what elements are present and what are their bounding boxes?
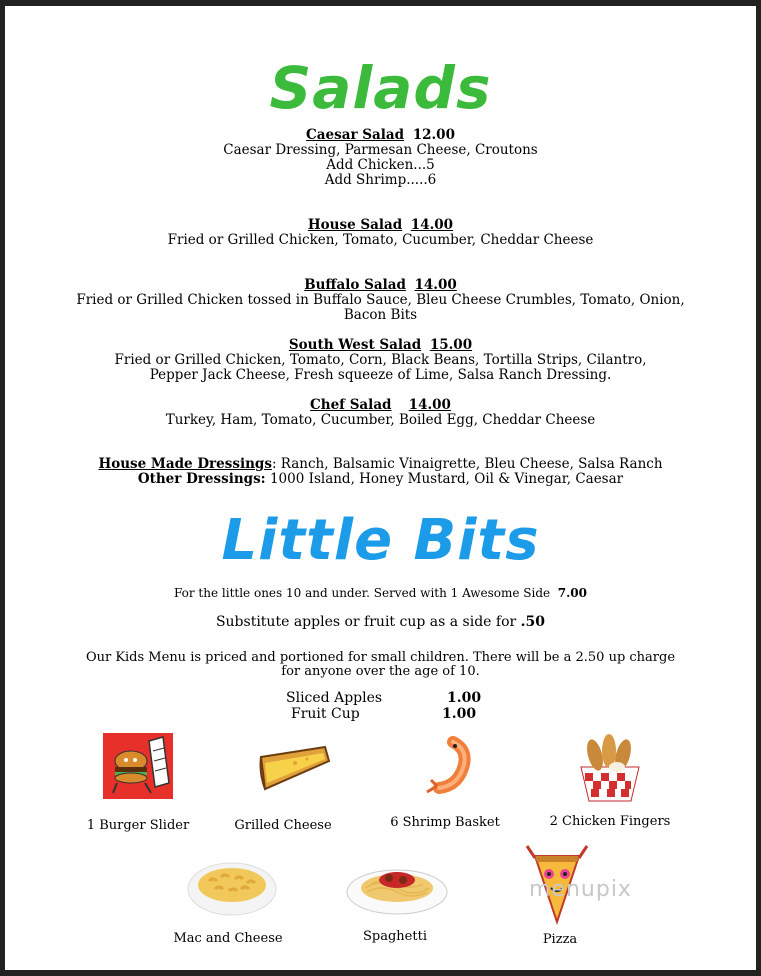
- item-desc: Fried or Grilled Chicken tossed in Buffalo Sauce, Bleu Cheese Crumbles, Tomato, Onion,: [76, 292, 685, 308]
- item-desc: Caesar Dressing, Parmesan Cheese, Croutons: [223, 142, 538, 158]
- kids-item-burger-slider: 1 Burger Slider: [86, 818, 190, 833]
- item-price: 14.00: [408, 397, 451, 413]
- notice-line: Our Kids Menu is priced and portioned for small children. There will be a 2.50 up charge: [85, 650, 676, 665]
- item-price: 14.00: [410, 217, 454, 233]
- chicken-fingers-icon: [577, 733, 643, 803]
- other-dressings-list: 1000 Island, Honey Mustard, Oil & Vinegar, Caesar: [265, 471, 624, 487]
- kids-item-pizza: Pizza: [542, 932, 578, 947]
- menu-item-caesar-salad: [5, 128, 756, 188]
- item-desc: Pepper Jack Cheese, Fresh squeeze of Lime, Salsa Ranch Dressing.: [149, 367, 612, 383]
- house-dressings-label: House Made Dressings: [98, 456, 272, 472]
- salads-title: Salads: [269, 54, 492, 122]
- side-price: 1.00: [442, 706, 477, 722]
- side-sliced-apples: [286, 690, 382, 706]
- item-price: 12.00: [412, 127, 455, 143]
- other-dressings-label: Other Dressings:: [137, 471, 266, 487]
- dressings: [5, 457, 756, 487]
- watermark: menupix: [529, 877, 632, 902]
- substitute-text: Substitute apples or fruit cup as a side for: [215, 614, 517, 630]
- kids-item-spaghetti: Spaghetti: [363, 929, 427, 944]
- item-desc: Turkey, Ham, Tomato, Cucumber, Boiled Egg, Cheddar Cheese: [165, 412, 596, 428]
- menu-item-house-salad: [5, 218, 756, 248]
- burger-slider-icon: [103, 733, 173, 799]
- menu-item-chef-salad: [5, 398, 756, 428]
- kids-item-grilled-cheese: Grilled Cheese: [234, 818, 332, 833]
- item-name: South West Salad: [288, 337, 422, 353]
- grilled-cheese-icon: [255, 743, 335, 795]
- kids-item-mac-and-cheese: Mac and Cheese: [173, 931, 283, 946]
- menu-item-buffalo-salad: [5, 278, 756, 323]
- item-desc: Bacon Bits: [343, 307, 418, 323]
- item-desc: Fried or Grilled Chicken, Tomato, Corn, Black Beans, Tortilla Strips, Cilantro,: [114, 352, 647, 368]
- kids-item-chicken-fingers: 2 Chicken Fingers: [549, 814, 671, 829]
- shrimp-icon: [423, 736, 473, 794]
- item-name: Buffalo Salad: [304, 277, 406, 293]
- spaghetti-icon: [345, 858, 449, 916]
- item-name: Chef Salad: [310, 397, 392, 413]
- mac-and-cheese-icon: [185, 849, 279, 919]
- menu-page: [5, 6, 756, 970]
- side-name: Fruit Cup: [291, 706, 360, 722]
- kids-intro-text: For the little ones 10 and under. Served with 1 Awesome Side: [173, 586, 551, 600]
- item-price: 15.00: [429, 337, 473, 353]
- item-addon: Add Chicken...5: [326, 157, 435, 173]
- side-price: 1.00: [447, 690, 482, 706]
- house-dressings-list: : Ranch, Balsamic Vinaigrette, Bleu Cheese, Salsa Ranch: [271, 456, 663, 472]
- substitute-price: .50: [520, 614, 546, 630]
- item-desc: Fried or Grilled Chicken, Tomato, Cucumber, Cheddar Cheese: [167, 232, 594, 248]
- item-price: 14.00: [414, 277, 457, 293]
- side-fruit-cup: [291, 706, 360, 722]
- side-name: Sliced Apples: [286, 690, 383, 706]
- kids-notice: [5, 651, 756, 679]
- little-bits-title: Little Bits: [221, 508, 540, 573]
- menu-item-south-west-salad: [5, 338, 756, 383]
- item-name: Caesar Salad: [306, 127, 405, 143]
- item-name: House Salad: [307, 217, 403, 233]
- notice-line: for anyone over the age of 10.: [281, 664, 480, 679]
- substitute-note: [5, 615, 756, 630]
- kids-intro: [5, 586, 756, 601]
- item-addon: Add Shrimp.....6: [324, 172, 437, 188]
- kids-intro-price: 7.00: [557, 586, 588, 600]
- kids-item-shrimp-basket: 6 Shrimp Basket: [390, 815, 500, 830]
